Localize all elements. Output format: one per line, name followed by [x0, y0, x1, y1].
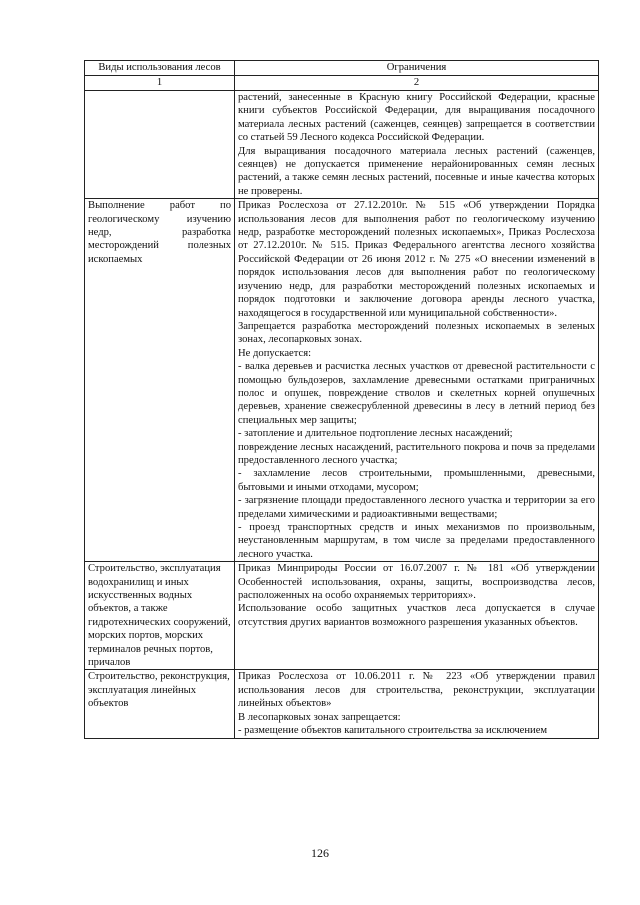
table-row	[85, 670, 599, 738]
table-row	[85, 199, 599, 562]
table-column-numbers-row	[85, 76, 599, 91]
column-number-2: 2	[235, 76, 599, 91]
header-restrictions: Ограничения	[235, 61, 599, 76]
table-header-row	[85, 61, 599, 76]
column-number-1: 1	[85, 76, 235, 91]
page-number: 126	[311, 846, 329, 860]
row-restrictions: растений, занесенные в Красную книгу Российской Федерации, красные книги субъектов Российской Федерации, для выращивания посадочного материала лесных растений (саженцев, сеянцев) запрещается в соответствии со статьей 59 Лесного кодекса Российской Федерации. Для выращивания посадочного материала лесных растений (саженцев, сеянцев) не допускается применение нерайонированных семян лесных растений, а также семян лесных растений, посевные и иные качества которых не проверены.	[235, 91, 599, 199]
restrictions-table	[84, 60, 599, 739]
header-forest-use-types: Виды использования лесов	[85, 61, 235, 76]
row-restrictions: Приказ Рослесхоза от 27.12.2010г. № 515 «Об утверждении Порядка использования лесов для выполнения работ по геологическому изучению недр, разработке месторождений полезных ископаемых», Приказ Рослесхоза от 27.12.2010г. № 515. Приказ Федерального агентства лесного хозяйства Российской Федерации от 26 июня 2012 г. № 275 «О внесении изменений в порядок использования лесов для выполнения работ по геологическому изучению недр, для разработки месторождений полезных ископаемых и порядок подготовки и заключение договора аренды лесного участка, находящегося в государственной или муниципальной собственности». Запрещается разработка месторождений полезных ископаемых в зеленых зонах, лесопарковых зонах. Не допускается: - валка деревьев и расчистка лесных участков от древесной растительности с помощью бульдозеров, захламление древесными остатками приграничных полос и опушек, повреждение стволов и скелетных корней опушечных деревьев, хранение свежесрубленной древесины в лесу в летний период без специальных мер защиты; - затопление и длительное подтопление лесных насаждений; повреждение лесных насаждений, растительного покрова и почв за пределами предоставленного лесного участка; - захламление лесов строительными, промышленными, древесными, бытовыми и иными отходами, мусором; - загрязнение площади предоставленного лесного участка и территории за его пределами химическими и радиоактивными веществами; - проезд транспортных средств и иных механизмов по произвольным, неустановленным маршрутам, в том числе за пределами предоставленного лесного участка.	[235, 199, 599, 562]
row-restrictions: Приказ Рослесхоза от 10.06.2011 г. № 223 «Об утверждении правил использования лесов для строительства, реконструкции, эксплуатации линейных объектов» В лесопарковых зонах запрещается: - размещение объектов капитального строительства за исключением	[235, 670, 599, 738]
row-use-type: Выполнение работ по геологическому изучению недр, разработка месторождений полезных ископаемых	[85, 199, 235, 562]
row-use-type: Строительство, эксплуатация водохранилищ и иных искусственных водных объектов, а также гидротехнических сооружений, морских портов, морских терминалов речных портов, причалов	[85, 562, 235, 670]
table-row	[85, 562, 599, 670]
row-use-type: Строительство, реконструкция, эксплуатация линейных объектов	[85, 670, 235, 738]
row-restrictions: Приказ Минприроды России от 16.07.2007 г. № 181 «Об утверждении Особенностей использования, охраны, защиты, воспроизводства лесов, расположенных на особо охраняемых территориях». Использование особо защитных участков леса допускается в случае отсутствия других вариантов возможного разрешения указанных объектов.	[235, 562, 599, 670]
table-row	[85, 91, 599, 199]
row-use-type	[85, 91, 235, 199]
